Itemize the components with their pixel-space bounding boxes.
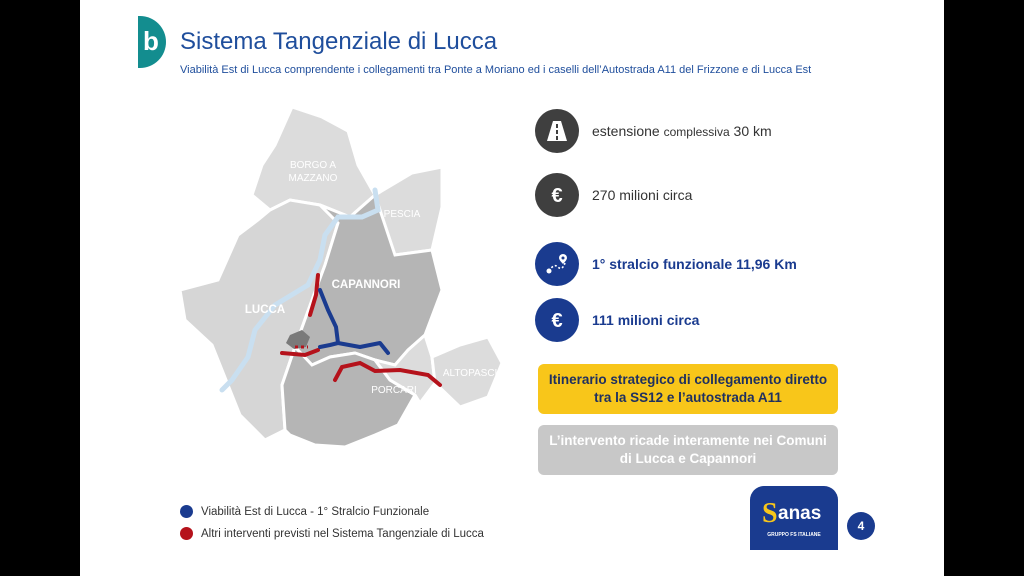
road-icon [535, 109, 579, 153]
feature-total-cost [535, 173, 692, 217]
page-number: 4 [847, 512, 875, 540]
feature-first-stage-cost [535, 298, 699, 342]
legend-item-red [180, 527, 484, 540]
euro-icon [535, 173, 579, 217]
page-title: Sistema Tangenziale di Lucca [180, 28, 498, 55]
section-badge [138, 16, 166, 68]
anas-logo-mark: S [762, 498, 778, 529]
legend-red-label: Altri interventi previsti nel Sistema Tangenziale di Lucca [201, 527, 484, 540]
legend-blue-label: Viabilità Est di Lucca - 1° Stralcio Funzionale [201, 505, 430, 518]
territory-map [170, 95, 515, 460]
legend-item-blue [180, 505, 429, 518]
map-label-porcari: PORCARI [371, 385, 417, 396]
strategic-itinerary-box: Itinerario strategico di collegamento diretto tra la SS12 e l’autostrada A11 [538, 364, 838, 414]
extension-small-text: complessiva [663, 125, 730, 139]
route-pin-icon [535, 242, 579, 286]
euro-icon [535, 298, 579, 342]
map-label-capannori: CAPANNORI [331, 279, 401, 291]
feature-first-stage [535, 242, 797, 286]
anas-logo-group: GRUPPO FS ITALIANE [767, 532, 821, 538]
feature-total-cost-text: 270 milioni circa [592, 187, 693, 203]
feature-extension [535, 109, 772, 153]
anas-logo [750, 486, 838, 550]
map-label-pescia: PESCIA [383, 209, 421, 220]
svg-text:€: € [551, 310, 563, 331]
feature-first-stage-cost-text: 111 milioni circa [592, 312, 700, 328]
map-label-altopascio: ALTOPASCIO [442, 368, 506, 379]
feature-extension-text [592, 123, 772, 139]
slide [80, 0, 944, 576]
legend-blue-dot [180, 505, 193, 518]
page-subtitle: Viabilità Est di Lucca comprendente i collegamenti tra Ponte a Moriano ed i caselli dell’Autostrada A11 del Frizzone e di Lucca Est [180, 64, 812, 76]
badge-letter: b [143, 26, 159, 56]
map-label-borgo-line1: BORGO A [289, 160, 337, 171]
anas-logo-text: anas [778, 503, 822, 524]
extension-value-text: 30 km [733, 123, 772, 139]
map-label-borgo-line2: MAZZANO [288, 173, 338, 184]
municipalities-box: L’intervento ricade interamente nei Comuni di Lucca e Capannori [538, 425, 838, 475]
svg-text:€: € [551, 185, 563, 206]
legend-red-dot [180, 527, 193, 540]
extension-main-text: estensione [592, 123, 660, 139]
feature-first-stage-text: 1° stralcio funzionale 11,96 Km [592, 256, 797, 272]
map-label-lucca: LUCCA [244, 304, 286, 316]
